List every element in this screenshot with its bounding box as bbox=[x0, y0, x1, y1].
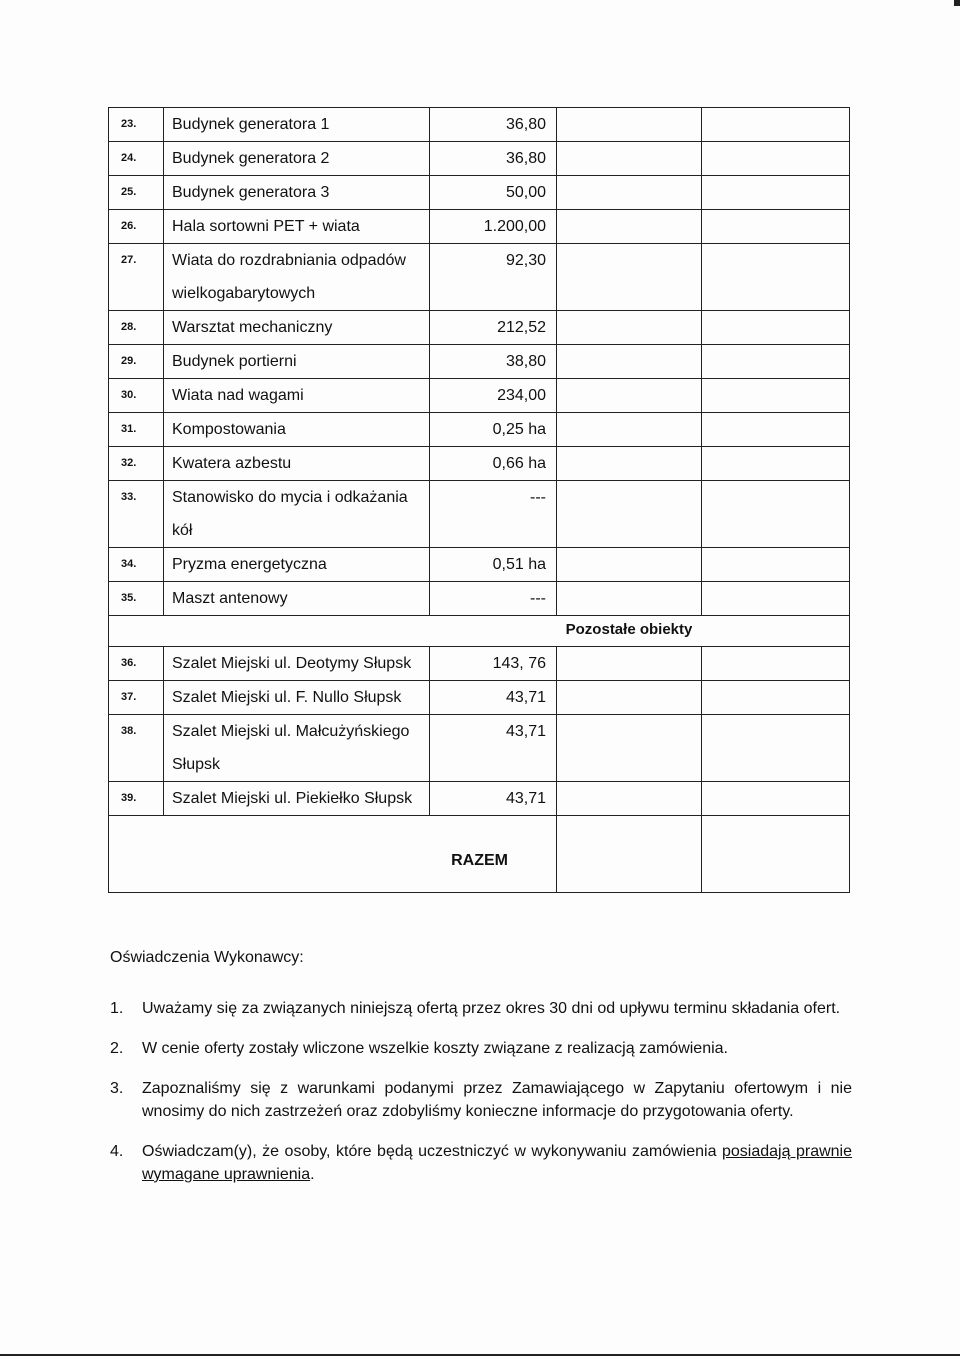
extra-cell bbox=[702, 108, 850, 142]
extra-cell bbox=[702, 311, 850, 345]
object-name-cell bbox=[164, 782, 430, 816]
value-cell bbox=[557, 715, 702, 782]
value-cell bbox=[557, 379, 702, 413]
object-name: Stanowisko do mycia i odkażania bbox=[172, 489, 408, 506]
object-name: Budynek generatora 1 bbox=[172, 116, 330, 133]
object-name-cell bbox=[164, 311, 430, 345]
object-name-cell bbox=[164, 176, 430, 210]
extra-cell bbox=[702, 345, 850, 379]
value-cell bbox=[557, 244, 702, 311]
table-summary bbox=[109, 816, 850, 893]
row-number: 36. bbox=[109, 647, 164, 681]
object-area: 212,52 bbox=[430, 311, 557, 345]
object-name: Budynek generatora 2 bbox=[172, 150, 330, 167]
object-area: 0,66 ha bbox=[430, 447, 557, 481]
razem-cell bbox=[109, 816, 557, 893]
object-name-cell bbox=[164, 647, 430, 681]
contractor-statements bbox=[110, 946, 852, 1203]
razem-value-cell bbox=[557, 816, 702, 893]
object-name-cell bbox=[164, 244, 430, 311]
table-row bbox=[109, 715, 850, 782]
object-area: 43,71 bbox=[430, 715, 557, 782]
extra-cell bbox=[702, 379, 850, 413]
summary-row bbox=[109, 816, 850, 893]
value-cell bbox=[557, 481, 702, 548]
object-name: Szalet Miejski ul. Piekiełko Słupsk bbox=[172, 790, 413, 807]
object-name: Szalet Miejski ul. F. Nullo Słupsk bbox=[172, 689, 402, 706]
extra-cell bbox=[702, 244, 850, 311]
object-name: Maszt antenowy bbox=[172, 590, 288, 607]
row-number: 35. bbox=[109, 582, 164, 616]
object-area: --- bbox=[430, 481, 557, 548]
object-area: 38,80 bbox=[430, 345, 557, 379]
row-number: 33. bbox=[109, 481, 164, 548]
value-cell bbox=[557, 782, 702, 816]
object-name-cell bbox=[164, 142, 430, 176]
row-number: 29. bbox=[109, 345, 164, 379]
table-row bbox=[109, 782, 850, 816]
extra-cell bbox=[702, 548, 850, 582]
extra-cell bbox=[702, 447, 850, 481]
statement-number: 2. bbox=[110, 1040, 124, 1057]
row-number: 25. bbox=[109, 176, 164, 210]
value-cell bbox=[557, 582, 702, 616]
statements-heading: Oświadczenia Wykonawcy: bbox=[110, 949, 304, 966]
object-name-cell bbox=[164, 681, 430, 715]
row-number: 26. bbox=[109, 210, 164, 244]
table-body-main bbox=[109, 108, 850, 616]
section-title-cell bbox=[109, 616, 850, 647]
object-area: 50,00 bbox=[430, 176, 557, 210]
statement-number: 1. bbox=[110, 1000, 124, 1017]
row-number: 23. bbox=[109, 108, 164, 142]
statement-number: 4. bbox=[110, 1143, 124, 1160]
object-name: Warsztat mechaniczny bbox=[172, 319, 333, 336]
value-cell bbox=[557, 447, 702, 481]
table-row bbox=[109, 447, 850, 481]
object-name-cell bbox=[164, 481, 430, 548]
object-name: Szalet Miejski ul. Małcużyńskiego bbox=[172, 723, 410, 740]
object-area: 36,80 bbox=[430, 108, 557, 142]
value-cell bbox=[557, 108, 702, 142]
value-cell bbox=[557, 647, 702, 681]
statement-item bbox=[110, 997, 852, 1020]
extra-cell bbox=[702, 582, 850, 616]
row-number: 28. bbox=[109, 311, 164, 345]
objects-table bbox=[108, 107, 850, 893]
object-name-cell bbox=[164, 345, 430, 379]
extra-cell bbox=[702, 210, 850, 244]
row-number: 30. bbox=[109, 379, 164, 413]
object-name-cell bbox=[164, 210, 430, 244]
section-title: Pozostałe obiekty bbox=[565, 621, 693, 638]
statement-item bbox=[110, 1037, 852, 1060]
table-row bbox=[109, 681, 850, 715]
value-cell bbox=[557, 681, 702, 715]
table-section bbox=[109, 616, 850, 647]
table-row bbox=[109, 548, 850, 582]
object-name: Kwatera azbestu bbox=[172, 455, 292, 472]
extra-cell bbox=[702, 715, 850, 782]
object-name: Budynek portierni bbox=[172, 353, 297, 370]
object-name-cell bbox=[164, 413, 430, 447]
razem-label: RAZEM bbox=[451, 852, 508, 869]
section-row bbox=[109, 616, 850, 647]
statements-list bbox=[110, 997, 852, 1186]
table-body-other bbox=[109, 647, 850, 816]
extra-cell bbox=[702, 681, 850, 715]
object-area: 234,00 bbox=[430, 379, 557, 413]
scan-corner-mark bbox=[954, 0, 960, 6]
object-area: 143, 76 bbox=[430, 647, 557, 681]
table-row bbox=[109, 582, 850, 616]
value-cell bbox=[557, 548, 702, 582]
statement-text: W cenie oferty zostały wliczone wszelkie koszty związane z realizacją zamówienia. bbox=[142, 1040, 728, 1057]
row-number: 39. bbox=[109, 782, 164, 816]
statement-text: Zapoznaliśmy się z warunkami podanymi przez Zamawiającego w Zapytaniu ofertowym i nie wnosimy do nich zastrzeżeń oraz zdobyliśmy konieczne informacje do przygotowania oferty. bbox=[142, 1080, 852, 1120]
value-cell bbox=[557, 345, 702, 379]
object-name-cont: Słupsk bbox=[172, 756, 221, 773]
table-row bbox=[109, 345, 850, 379]
statement-item bbox=[110, 1077, 852, 1123]
table-row bbox=[109, 481, 850, 548]
object-area: 43,71 bbox=[430, 681, 557, 715]
table-row bbox=[109, 142, 850, 176]
object-name: Szalet Miejski ul. Deotymy Słupsk bbox=[172, 655, 412, 672]
statement-item bbox=[110, 1140, 852, 1186]
page-bottom-edge bbox=[0, 1354, 960, 1356]
row-number: 32. bbox=[109, 447, 164, 481]
object-name: Budynek generatora 3 bbox=[172, 184, 330, 201]
extra-cell bbox=[702, 176, 850, 210]
table-row bbox=[109, 379, 850, 413]
object-name-cell bbox=[164, 108, 430, 142]
object-name-cell bbox=[164, 379, 430, 413]
object-name-cont: kół bbox=[172, 522, 193, 539]
extra-cell bbox=[702, 647, 850, 681]
value-cell bbox=[557, 176, 702, 210]
value-cell bbox=[557, 210, 702, 244]
table-row bbox=[109, 311, 850, 345]
row-number: 27. bbox=[109, 244, 164, 311]
table-row bbox=[109, 413, 850, 447]
object-name: Wiata nad wagami bbox=[172, 387, 304, 404]
object-name-cell bbox=[164, 548, 430, 582]
table-row bbox=[109, 647, 850, 681]
object-area: 0,25 ha bbox=[430, 413, 557, 447]
statement-text: Uważamy się za związanych niniejszą ofertą przez okres 30 dni od upływu terminu składania ofert. bbox=[142, 1000, 841, 1017]
value-cell bbox=[557, 311, 702, 345]
statement-text: Oświadczam(y), że osoby, które będą uczestniczyć w wykonywaniu zamówienia bbox=[142, 1143, 722, 1160]
object-area: 0,51 ha bbox=[430, 548, 557, 582]
razem-extra-cell bbox=[702, 816, 850, 893]
statement-underlined: posiadają prawnie wymagane uprawnienia bbox=[142, 1143, 853, 1183]
object-name: Hala sortowni PET + wiata bbox=[172, 218, 360, 235]
row-number: 34. bbox=[109, 548, 164, 582]
object-name-cell bbox=[164, 447, 430, 481]
statement-number: 3. bbox=[110, 1080, 124, 1097]
table-row bbox=[109, 244, 850, 311]
table-row bbox=[109, 210, 850, 244]
extra-cell bbox=[702, 782, 850, 816]
object-name-cell bbox=[164, 715, 430, 782]
object-name: Kompostowania bbox=[172, 421, 286, 438]
extra-cell bbox=[702, 142, 850, 176]
table-row bbox=[109, 176, 850, 210]
table-row bbox=[109, 108, 850, 142]
object-area: 43,71 bbox=[430, 782, 557, 816]
value-cell bbox=[557, 142, 702, 176]
object-name-cont: wielkogabarytowych bbox=[172, 285, 316, 302]
row-number: 37. bbox=[109, 681, 164, 715]
object-area: --- bbox=[430, 582, 557, 616]
object-name: Pryzma energetyczna bbox=[172, 556, 327, 573]
object-area: 92,30 bbox=[430, 244, 557, 311]
object-name-cell bbox=[164, 582, 430, 616]
object-area: 36,80 bbox=[430, 142, 557, 176]
object-name: Wiata do rozdrabniania odpadów bbox=[172, 252, 406, 269]
extra-cell bbox=[702, 413, 850, 447]
row-number: 38. bbox=[109, 715, 164, 782]
row-number: 24. bbox=[109, 142, 164, 176]
extra-cell bbox=[702, 481, 850, 548]
object-area: 1.200,00 bbox=[430, 210, 557, 244]
value-cell bbox=[557, 413, 702, 447]
statement-tail: . bbox=[310, 1166, 315, 1183]
row-number: 31. bbox=[109, 413, 164, 447]
